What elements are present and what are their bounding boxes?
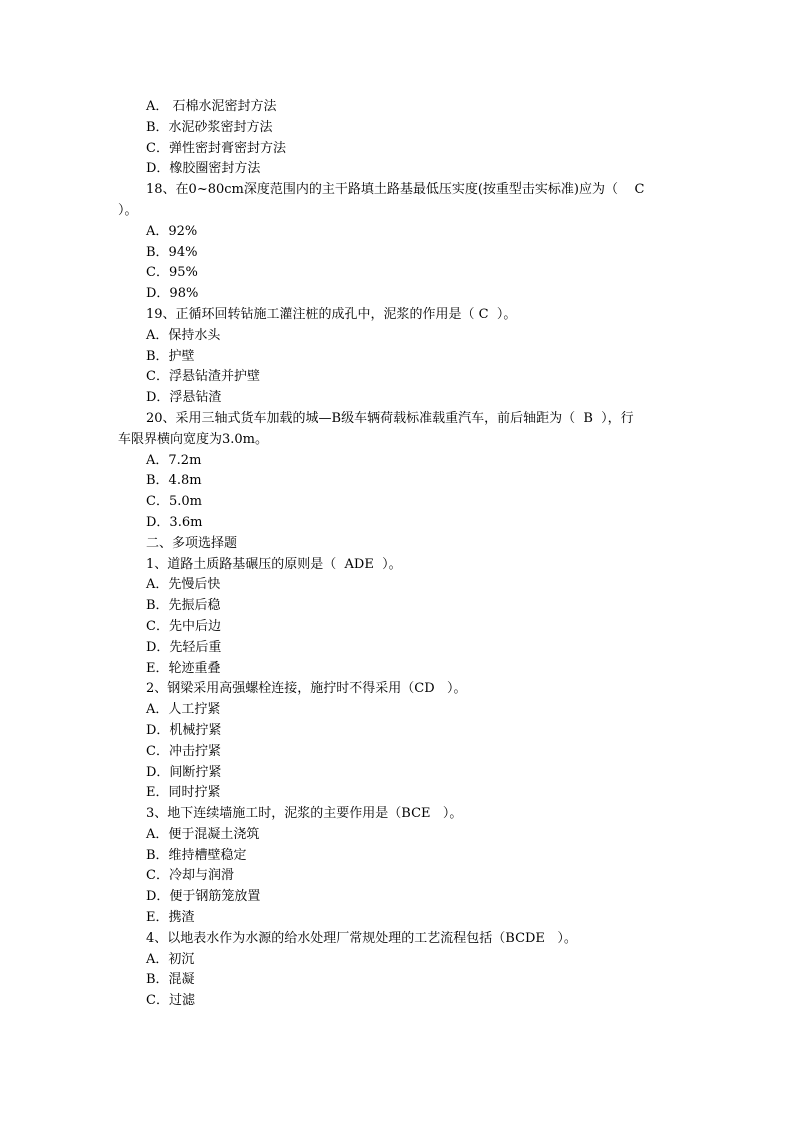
answer-option: A．7.2m [146,452,202,468]
answer-option: B．先振后稳 [146,598,221,614]
question-continuation: ）。 [118,202,138,218]
answer-option: C．过滤 [146,993,195,1009]
question-line: 4、以地表水作为水源的给水处理厂常规处理的工艺流程包括（BCDE ）。 [146,930,577,946]
question-line: 2、钢梁采用高强螺栓连接，施拧时不得采用（CD ）。 [146,681,467,697]
answer-option: C．冲击拧紧 [146,743,221,759]
answer-option: A．人工拧紧 [146,702,221,718]
answer-option: D．3.6m [146,514,203,530]
answer-option: A．保持水头 [146,327,221,343]
answer-option: D．机械拧紧 [146,722,222,738]
question-line: 1、道路土质路基碾压的原则是（ ADE ）。 [146,556,402,572]
question-line: 20、采用三轴式货车加载的城—B级车辆荷载标准载重汽车，前后轴距为（ B ），行 [146,410,634,426]
answer-option: A． 石棉水泥密封方法 [146,99,277,114]
document-body [118,97,678,1012]
answer-option: D．橡胶圈密封方法 [146,161,261,177]
answer-option: D．浮悬钻渣 [146,390,222,406]
answer-option: A．92% [146,223,198,239]
question-line: 19、正循环回转钻施工灌注桩的成孔中，泥浆的作用是（ C ）。 [146,306,517,322]
answer-option: D．先轻后重 [146,639,222,655]
answer-option: B．4.8m [146,473,202,489]
answer-option: C．5.0m [146,494,202,510]
answer-option: B．水泥砂浆密封方法 [146,119,273,135]
question-continuation: 车限界横向宽度为3.0m。 [118,431,269,447]
answer-option: E．携渣 [146,910,195,926]
question-line: 3、地下连续墙施工时，泥浆的主要作用是（BCE ）。 [146,806,463,822]
answer-option: A．先慢后快 [146,577,221,593]
answer-option: C．弹性密封膏密封方法 [146,140,286,156]
answer-option: B．混凝 [146,972,195,988]
answer-option: B．护壁 [146,348,195,364]
answer-option: E．同时拧紧 [146,785,221,801]
answer-option: A．初沉 [146,951,195,967]
answer-option: D．间断拧紧 [146,764,222,780]
question-line: 18、在0~80cm深度范围内的主干路填土路基最低压实度(按重型击实标准)应为（ C [146,182,645,198]
answer-option: D．便于钢筋笼放置 [146,889,261,905]
answer-option: B．维持槽壁稳定 [146,847,247,863]
answer-option: D．98% [146,286,199,302]
answer-option: C．浮悬钻渣并护壁 [146,369,260,385]
answer-option: C．95% [146,265,198,281]
answer-option: E．轮迹重叠 [146,660,221,676]
question-line: 二、多项选择题 [146,535,238,551]
answer-option: B．94% [146,244,198,260]
answer-option: C．冷却与润滑 [146,868,234,884]
answer-option: A．便于混凝土浇筑 [146,826,260,842]
answer-option: C．先中后边 [146,618,221,634]
